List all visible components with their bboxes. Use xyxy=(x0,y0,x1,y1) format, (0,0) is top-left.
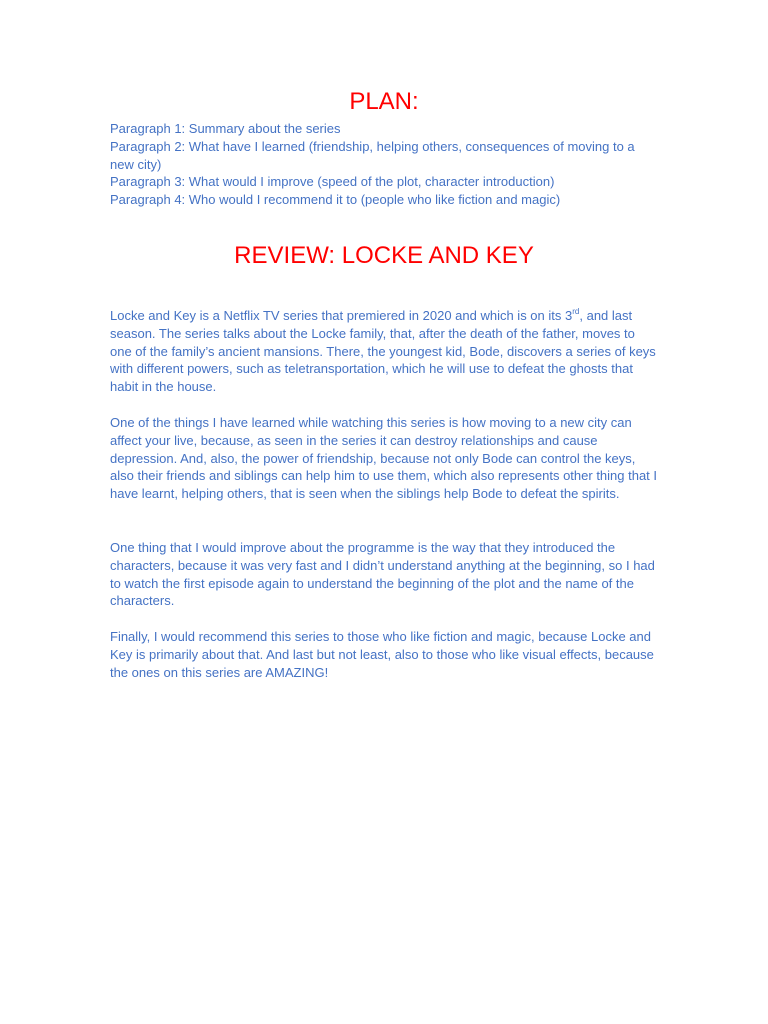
plan-list xyxy=(110,120,658,209)
review-paragraph-learned: One of the things I have learned while watching this series is how moving to a new city can affect your live, because, as seen in the series it can destroy relationships and cause depression. And, also, the power of friendship, because not only Bode can control the keys, also their friends and siblings can help him to use them, which also represents other thing that I have learnt, helping others, that is seen when the siblings help Bode to defeat the spirits. xyxy=(110,415,658,502)
ordinal-superscript: rd xyxy=(572,307,580,316)
review-heading: REVIEW: LOCKE AND KEY xyxy=(234,242,534,269)
summary-text-rest: , and last season. The series talks about the Locke family, that, after the death of the father, moves to one of the family’s ancient mansions. There, the youngest kid, Bode, discovers a series of keys with different powers, such as teletransportation, which he will use to defeat the ghosts that habit in the house. xyxy=(110,308,656,395)
plan-item-paragraph-2: Paragraph 2: What have I learned (friendship, helping others, consequences of moving to a new city) xyxy=(110,138,635,172)
review-paragraph-recommend: Finally, I would recommend this series to those who like fiction and magic, because Locke and Key is primarily about that. And last but not least, also to those who like visual effects, because the ones on this series are AMAZING! xyxy=(110,629,654,680)
plan-item-paragraph-4: Paragraph 4: Who would I recommend it to (people who like fiction and magic) xyxy=(110,192,561,208)
review-paragraph-improve: One thing that I would improve about the programme is the way that they introduced the characters, because it was very fast and I didn’t understand anything at the beginning, so I had to watch the first episode again to understand the beginning of the plot and the name of the characters. xyxy=(110,540,655,609)
review-paragraph-summary xyxy=(110,307,658,396)
plan-item-paragraph-3: Paragraph 3: What would I improve (speed of the plot, character introduction) xyxy=(110,174,555,190)
summary-text-start: Locke and Key is a Netflix TV series that premiered in 2020 and which is on its 3 xyxy=(110,308,573,323)
plan-item-paragraph-1: Paragraph 1: Summary about the series xyxy=(110,121,341,136)
plan-heading: PLAN: xyxy=(349,88,419,115)
